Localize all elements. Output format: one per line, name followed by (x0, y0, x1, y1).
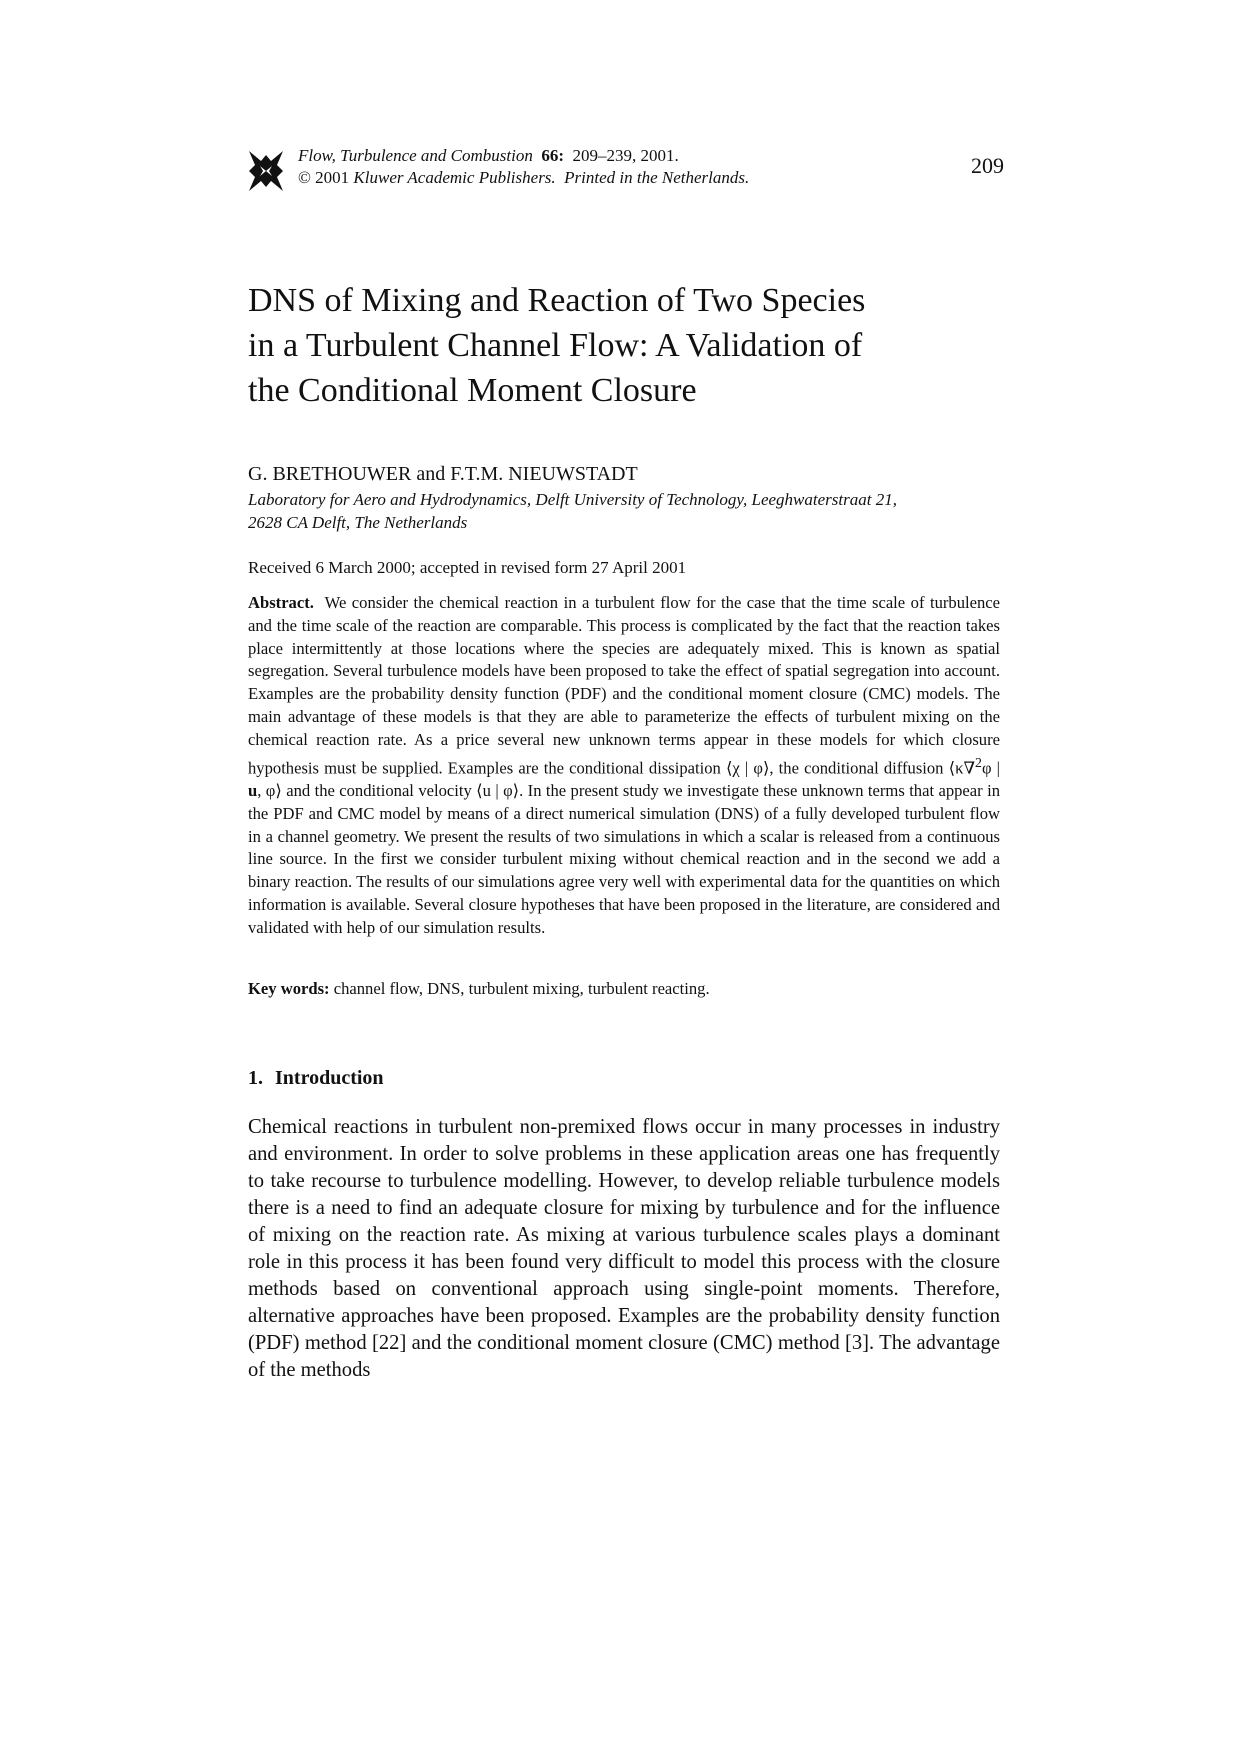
section-number: 1. (248, 1067, 263, 1089)
keywords-label: Key words: (248, 979, 330, 998)
abstract-bold-u: u (248, 780, 258, 800)
author-list: G. BRETHOUWER and F.T.M. NIEUWSTADT (248, 463, 638, 485)
title-line-2: in a Turbulent Channel Flow: A Validation of (248, 327, 863, 364)
abstract (248, 592, 1000, 939)
section-heading-introduction (248, 1067, 384, 1090)
abstract-label: Abstract. (248, 593, 314, 612)
journal-pages-year: 209–239, 2001. (572, 146, 679, 165)
journal-line-1 (298, 145, 749, 167)
printed-note: Printed in the Netherlands. (564, 168, 750, 187)
abstract-superscript: 2 (975, 754, 982, 770)
abstract-text-a: We consider the chemical reaction in a turbulent flow for the case that the time scale of turbulence and the time scale of the reaction are comparable. This process is complicated by the fact that the reaction takes place intermittently at those locations where the species are adequately mixed. This is known as spatial segregation. Several turbulence models have been proposed to take the effect of spatial segregation into account. Examples are the probability density function (PDF) and the conditional moment closure (CMC) models. The main advantage of these models is that they are able to parameterize the effects of turbulent mixing on the chemical reaction rate. As a price several new unknown terms appear in these models for which closure hypothesis must be supplied. Examples are the conditional dissipation ⟨χ | φ⟩, the conditional diffusion ⟨κ∇ (248, 593, 1000, 778)
journal-citation (298, 145, 749, 189)
section-title: Introduction (275, 1067, 384, 1089)
journal-name: Flow, Turbulence and Combustion (298, 146, 533, 165)
author-affiliation (248, 488, 1008, 534)
keywords-text: channel flow, DNS, turbulent mixing, turbulent reacting. (333, 979, 710, 998)
title-line-3: the Conditional Moment Closure (248, 372, 697, 409)
kluwer-logo-icon (247, 149, 285, 193)
keywords (248, 978, 1000, 1000)
abstract-text-c: , φ⟩ and the conditional velocity ⟨u | φ⟩. In the present study we investigate these unknown terms that appear in the PDF and CMC model by means of a direct numerical simulation (DNS) of a fully developed turbulent flow in a channel geometry. We present the results of two simulations in which a scalar is released from a continuous line source. In the first we consider turbulent mixing without chemical reaction and in the second we add a binary reaction. The results of our simulations agree very well with experimental data for the quantities on which information is available. Several closure hypotheses that have been proposed in the literature, are considered and validated with help of our simulation results. (248, 780, 1000, 937)
paper-title (248, 278, 1028, 413)
journal-volume: 66: (541, 146, 565, 165)
introduction-paragraph: Chemical reactions in turbulent non-premixed flows occur in many processes in industry and environment. In order to solve problems in these application areas one has frequently to take recourse to turbulence modelling. However, to develop reliable turbulence models there is a need to find an adequate closure for mixing by turbulence and for the influence of mixing on the reaction rate. As mixing at various turbulence scales plays a dominant role in this process it has been found very difficult to model this process with the closure methods based on conventional approach using single-point moments. Therefore, alternative approaches have been proposed. Examples are the probability density function (PDF) method [22] and the conditional moment closure (CMC) method [3]. The advantage of the methods (248, 1116, 1000, 1381)
received-dates: Received 6 March 2000; accepted in revised form 27 April 2001 (248, 558, 687, 577)
affiliation-line-2: 2628 CA Delft, The Netherlands (248, 513, 468, 532)
journal-line-2 (298, 167, 749, 189)
title-line-1: DNS of Mixing and Reaction of Two Species (248, 282, 866, 319)
abstract-text-b: φ | (981, 758, 1000, 778)
copyright-year: © 2001 (298, 168, 350, 187)
page-number: 209 (971, 153, 1004, 178)
affiliation-line-1: Laboratory for Aero and Hydrodynamics, Delft University of Technology, Leeghwaterstraat 21, (248, 490, 897, 509)
publisher-name: Kluwer Academic Publishers. (353, 168, 556, 187)
